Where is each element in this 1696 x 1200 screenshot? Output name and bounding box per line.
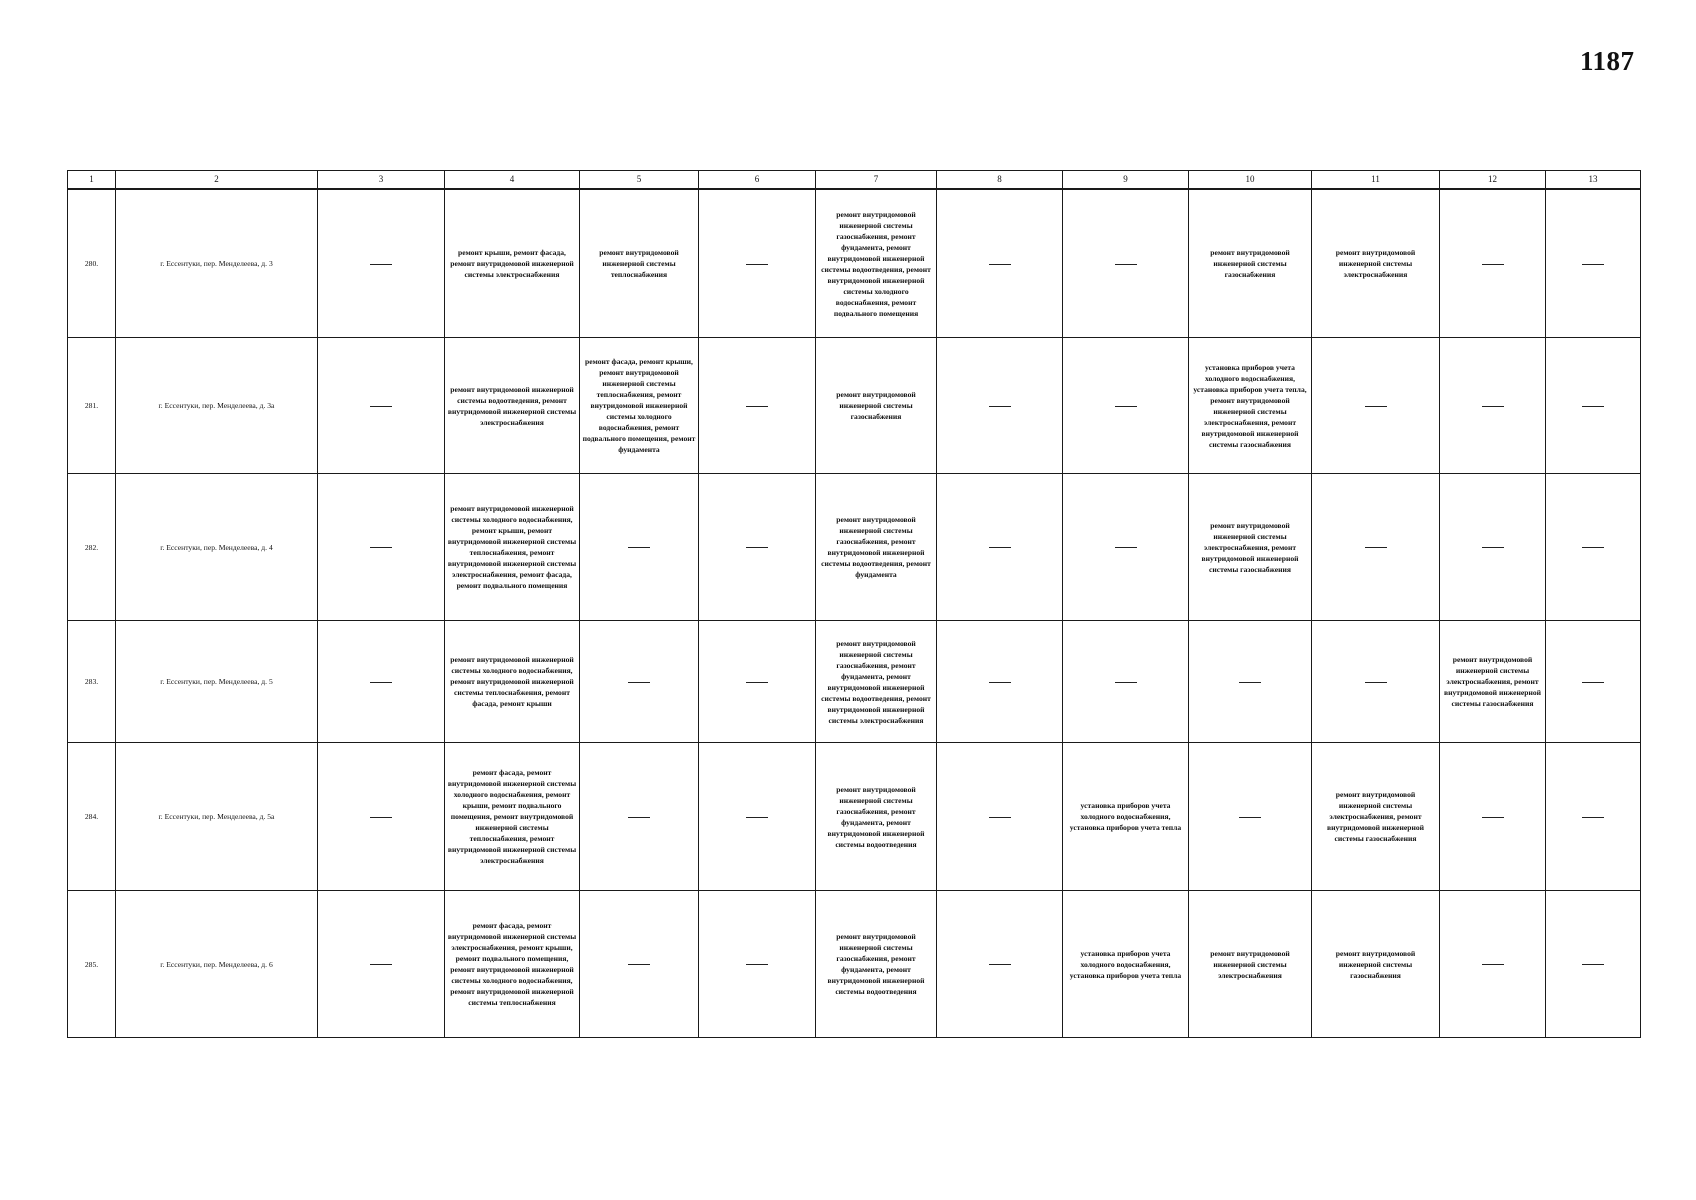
empty-dash [1365,406,1387,407]
empty-dash [989,817,1011,818]
cell-col5: ремонт фасада, ремонт крыши, ремонт внутридомовой инженерной системы теплоснабжения, ремонт внутридомовой инженерной системы холодного водоснабжения, ремонт подвального помещения, ремонт фундамента [580,338,699,474]
row-number: 283. [68,621,116,743]
row-number: 285. [68,891,116,1038]
empty-dash [1582,406,1604,407]
cell-col10: ремонт внутридомовой инженерной системы электроснабжения, ремонт внутридомовой инженерной системы газоснабжения [1189,474,1312,621]
empty-dash [1239,682,1261,683]
empty-dash [1482,406,1504,407]
cell-col10 [1189,621,1312,743]
cell-col6 [699,189,816,338]
empty-dash [370,817,392,818]
empty-dash [1482,264,1504,265]
cell-col9 [1063,474,1189,621]
header-row [68,171,1641,190]
col-header-13: 13 [1546,171,1641,190]
empty-dash [628,964,650,965]
cell-col13 [1546,189,1641,338]
cell-col9 [1063,189,1189,338]
empty-dash [1482,547,1504,548]
empty-dash [746,682,768,683]
cell-col5 [580,474,699,621]
cell-col11: ремонт внутридомовой инженерной системы электроснабжения [1312,189,1440,338]
cell-col8 [937,743,1063,891]
cell-col5: ремонт внутридомовой инженерной системы теплоснабжения [580,189,699,338]
cell-col11: ремонт внутридомовой инженерной системы газоснабжения [1312,891,1440,1038]
cell-col9: установка приборов учета холодного водоснабжения, установка приборов учета тепла [1063,743,1189,891]
cell-col7: ремонт внутридомовой инженерной системы газоснабжения, ремонт внутридомовой инженерной системы водоотведения, ремонт фундамента [816,474,937,621]
empty-dash [370,264,392,265]
table-row [68,891,1641,1038]
empty-dash [989,264,1011,265]
cell-col7: ремонт внутридомовой инженерной системы газоснабжения, ремонт фундамента, ремонт внутридомовой инженерной системы водоотведения [816,891,937,1038]
row-address: г. Ессентуки, пер. Менделеева, д. 6 [116,891,318,1038]
empty-dash [1582,964,1604,965]
empty-dash [628,817,650,818]
col-header-7: 7 [816,171,937,190]
table-row [68,474,1641,621]
cell-col4: ремонт внутридомовой инженерной системы водоотведения, ремонт внутридомовой инженерной системы электроснабжения [445,338,580,474]
cell-col3 [318,474,445,621]
col-header-10: 10 [1189,171,1312,190]
cell-col12 [1440,474,1546,621]
cell-col4: ремонт крыши, ремонт фасада, ремонт внутридомовой инженерной системы электроснабжения [445,189,580,338]
table-row [68,189,1641,338]
empty-dash [1115,264,1137,265]
cell-col12 [1440,891,1546,1038]
empty-dash [746,964,768,965]
empty-dash [989,964,1011,965]
cell-col11 [1312,338,1440,474]
cell-col4: ремонт внутридомовой инженерной системы холодного водоснабжения, ремонт крыши, ремонт внутридомовой инженерной системы теплоснабжения, ремонт внутридомовой инженерной системы электроснабжения, ремонт фасада, ремонт подвального помещения [445,474,580,621]
table-row [68,338,1641,474]
cell-col5 [580,621,699,743]
cell-col11 [1312,621,1440,743]
cell-col13 [1546,338,1641,474]
cell-col8 [937,338,1063,474]
col-header-6: 6 [699,171,816,190]
empty-dash [370,406,392,407]
col-header-8: 8 [937,171,1063,190]
empty-dash [746,547,768,548]
cell-col4: ремонт внутридомовой инженерной системы холодного водоснабжения, ремонт внутридомовой инженерной системы теплоснабжения, ремонт фасада, ремонт крыши [445,621,580,743]
cell-col6 [699,338,816,474]
empty-dash [370,964,392,965]
empty-dash [628,682,650,683]
cell-col11: ремонт внутридомовой инженерной системы электроснабжения, ремонт внутридомовой инженерной системы газоснабжения [1312,743,1440,891]
cell-col7: ремонт внутридомовой инженерной системы газоснабжения, ремонт фундамента, ремонт внутридомовой инженерной системы водоотведения, ремонт внутридомовой инженерной системы электроснабжения [816,621,937,743]
row-address: г. Ессентуки, пер. Менделеева, д. 4 [116,474,318,621]
empty-dash [1582,264,1604,265]
empty-dash [746,817,768,818]
cell-col13 [1546,474,1641,621]
empty-dash [989,682,1011,683]
empty-dash [628,547,650,548]
cell-col6 [699,474,816,621]
cell-col3 [318,189,445,338]
cell-col13 [1546,621,1641,743]
cell-col7: ремонт внутридомовой инженерной системы газоснабжения, ремонт фундамента, ремонт внутридомовой инженерной системы водоотведения, ремонт внутридомовой инженерной системы холодного водоснабжения, ремонт подвального помещения [816,189,937,338]
cell-col10: ремонт внутридомовой инженерной системы газоснабжения [1189,189,1312,338]
cell-col3 [318,743,445,891]
cell-col5 [580,743,699,891]
empty-dash [746,264,768,265]
empty-dash [1365,682,1387,683]
cell-col3 [318,621,445,743]
empty-dash [1365,547,1387,548]
col-header-5: 5 [580,171,699,190]
cell-col13 [1546,891,1641,1038]
row-address: г. Ессентуки, пер. Менделеева, д. 5а [116,743,318,891]
cell-col13 [1546,743,1641,891]
row-number: 282. [68,474,116,621]
cell-col8 [937,621,1063,743]
cell-col3 [318,891,445,1038]
cell-col7: ремонт внутридомовой инженерной системы газоснабжения [816,338,937,474]
empty-dash [1482,964,1504,965]
empty-dash [1115,406,1137,407]
cell-col3 [318,338,445,474]
empty-dash [370,547,392,548]
col-header-11: 11 [1312,171,1440,190]
empty-dash [370,682,392,683]
cell-col12 [1440,338,1546,474]
cell-col9 [1063,621,1189,743]
row-address: г. Ессентуки, пер. Менделеева, д. 3а [116,338,318,474]
empty-dash [989,547,1011,548]
row-number: 284. [68,743,116,891]
empty-dash [1582,547,1604,548]
empty-dash [1239,817,1261,818]
col-header-4: 4 [445,171,580,190]
empty-dash [1582,817,1604,818]
cell-col7: ремонт внутридомовой инженерной системы газоснабжения, ремонт фундамента, ремонт внутридомовой инженерной системы водоотведения [816,743,937,891]
row-address: г. Ессентуки, пер. Менделеева, д. 5 [116,621,318,743]
empty-dash [1115,682,1137,683]
cell-col4: ремонт фасада, ремонт внутридомовой инженерной системы холодного водоснабжения, ремонт крыши, ремонт подвального помещения, ремонт внутридомовой инженерной системы теплоснабжения, ремонт внутридомовой инженерной системы электроснабжения [445,743,580,891]
empty-dash [989,406,1011,407]
cell-col8 [937,474,1063,621]
cell-col12: ремонт внутридомовой инженерной системы электроснабжения, ремонт внутридомовой инженерной системы газоснабжения [1440,621,1546,743]
works-table [67,170,1641,1038]
cell-col6 [699,743,816,891]
col-header-3: 3 [318,171,445,190]
cell-col8 [937,891,1063,1038]
cell-col6 [699,891,816,1038]
row-address: г. Ессентуки, пер. Менделеева, д. 3 [116,189,318,338]
cell-col10: ремонт внутридомовой инженерной системы электроснабжения [1189,891,1312,1038]
row-number: 281. [68,338,116,474]
row-number: 280. [68,189,116,338]
empty-dash [746,406,768,407]
col-header-1: 1 [68,171,116,190]
col-header-12: 12 [1440,171,1546,190]
cell-col10: установка приборов учета холодного водоснабжения, установка приборов учета тепла, ремонт внутридомовой инженерной системы электроснабжения, ремонт внутридомовой инженерной системы газоснабжения [1189,338,1312,474]
col-header-2: 2 [116,171,318,190]
page-number: 1187 [1580,46,1635,76]
cell-col9: установка приборов учета холодного водоснабжения, установка приборов учета тепла [1063,891,1189,1038]
cell-col8 [937,189,1063,338]
table-row [68,621,1641,743]
cell-col12 [1440,743,1546,891]
cell-col11 [1312,474,1440,621]
cell-col4: ремонт фасада, ремонт внутридомовой инженерной системы электроснабжения, ремонт крыши, ремонт подвального помещения, ремонт внутридомовой инженерной системы холодного водоснабжения, ремонт внутридомовой инженерной системы теплоснабжения [445,891,580,1038]
empty-dash [1482,817,1504,818]
empty-dash [1115,547,1137,548]
cell-col10 [1189,743,1312,891]
cell-col6 [699,621,816,743]
cell-col5 [580,891,699,1038]
cell-col9 [1063,338,1189,474]
empty-dash [1582,682,1604,683]
col-header-9: 9 [1063,171,1189,190]
cell-col12 [1440,189,1546,338]
table-row [68,743,1641,891]
